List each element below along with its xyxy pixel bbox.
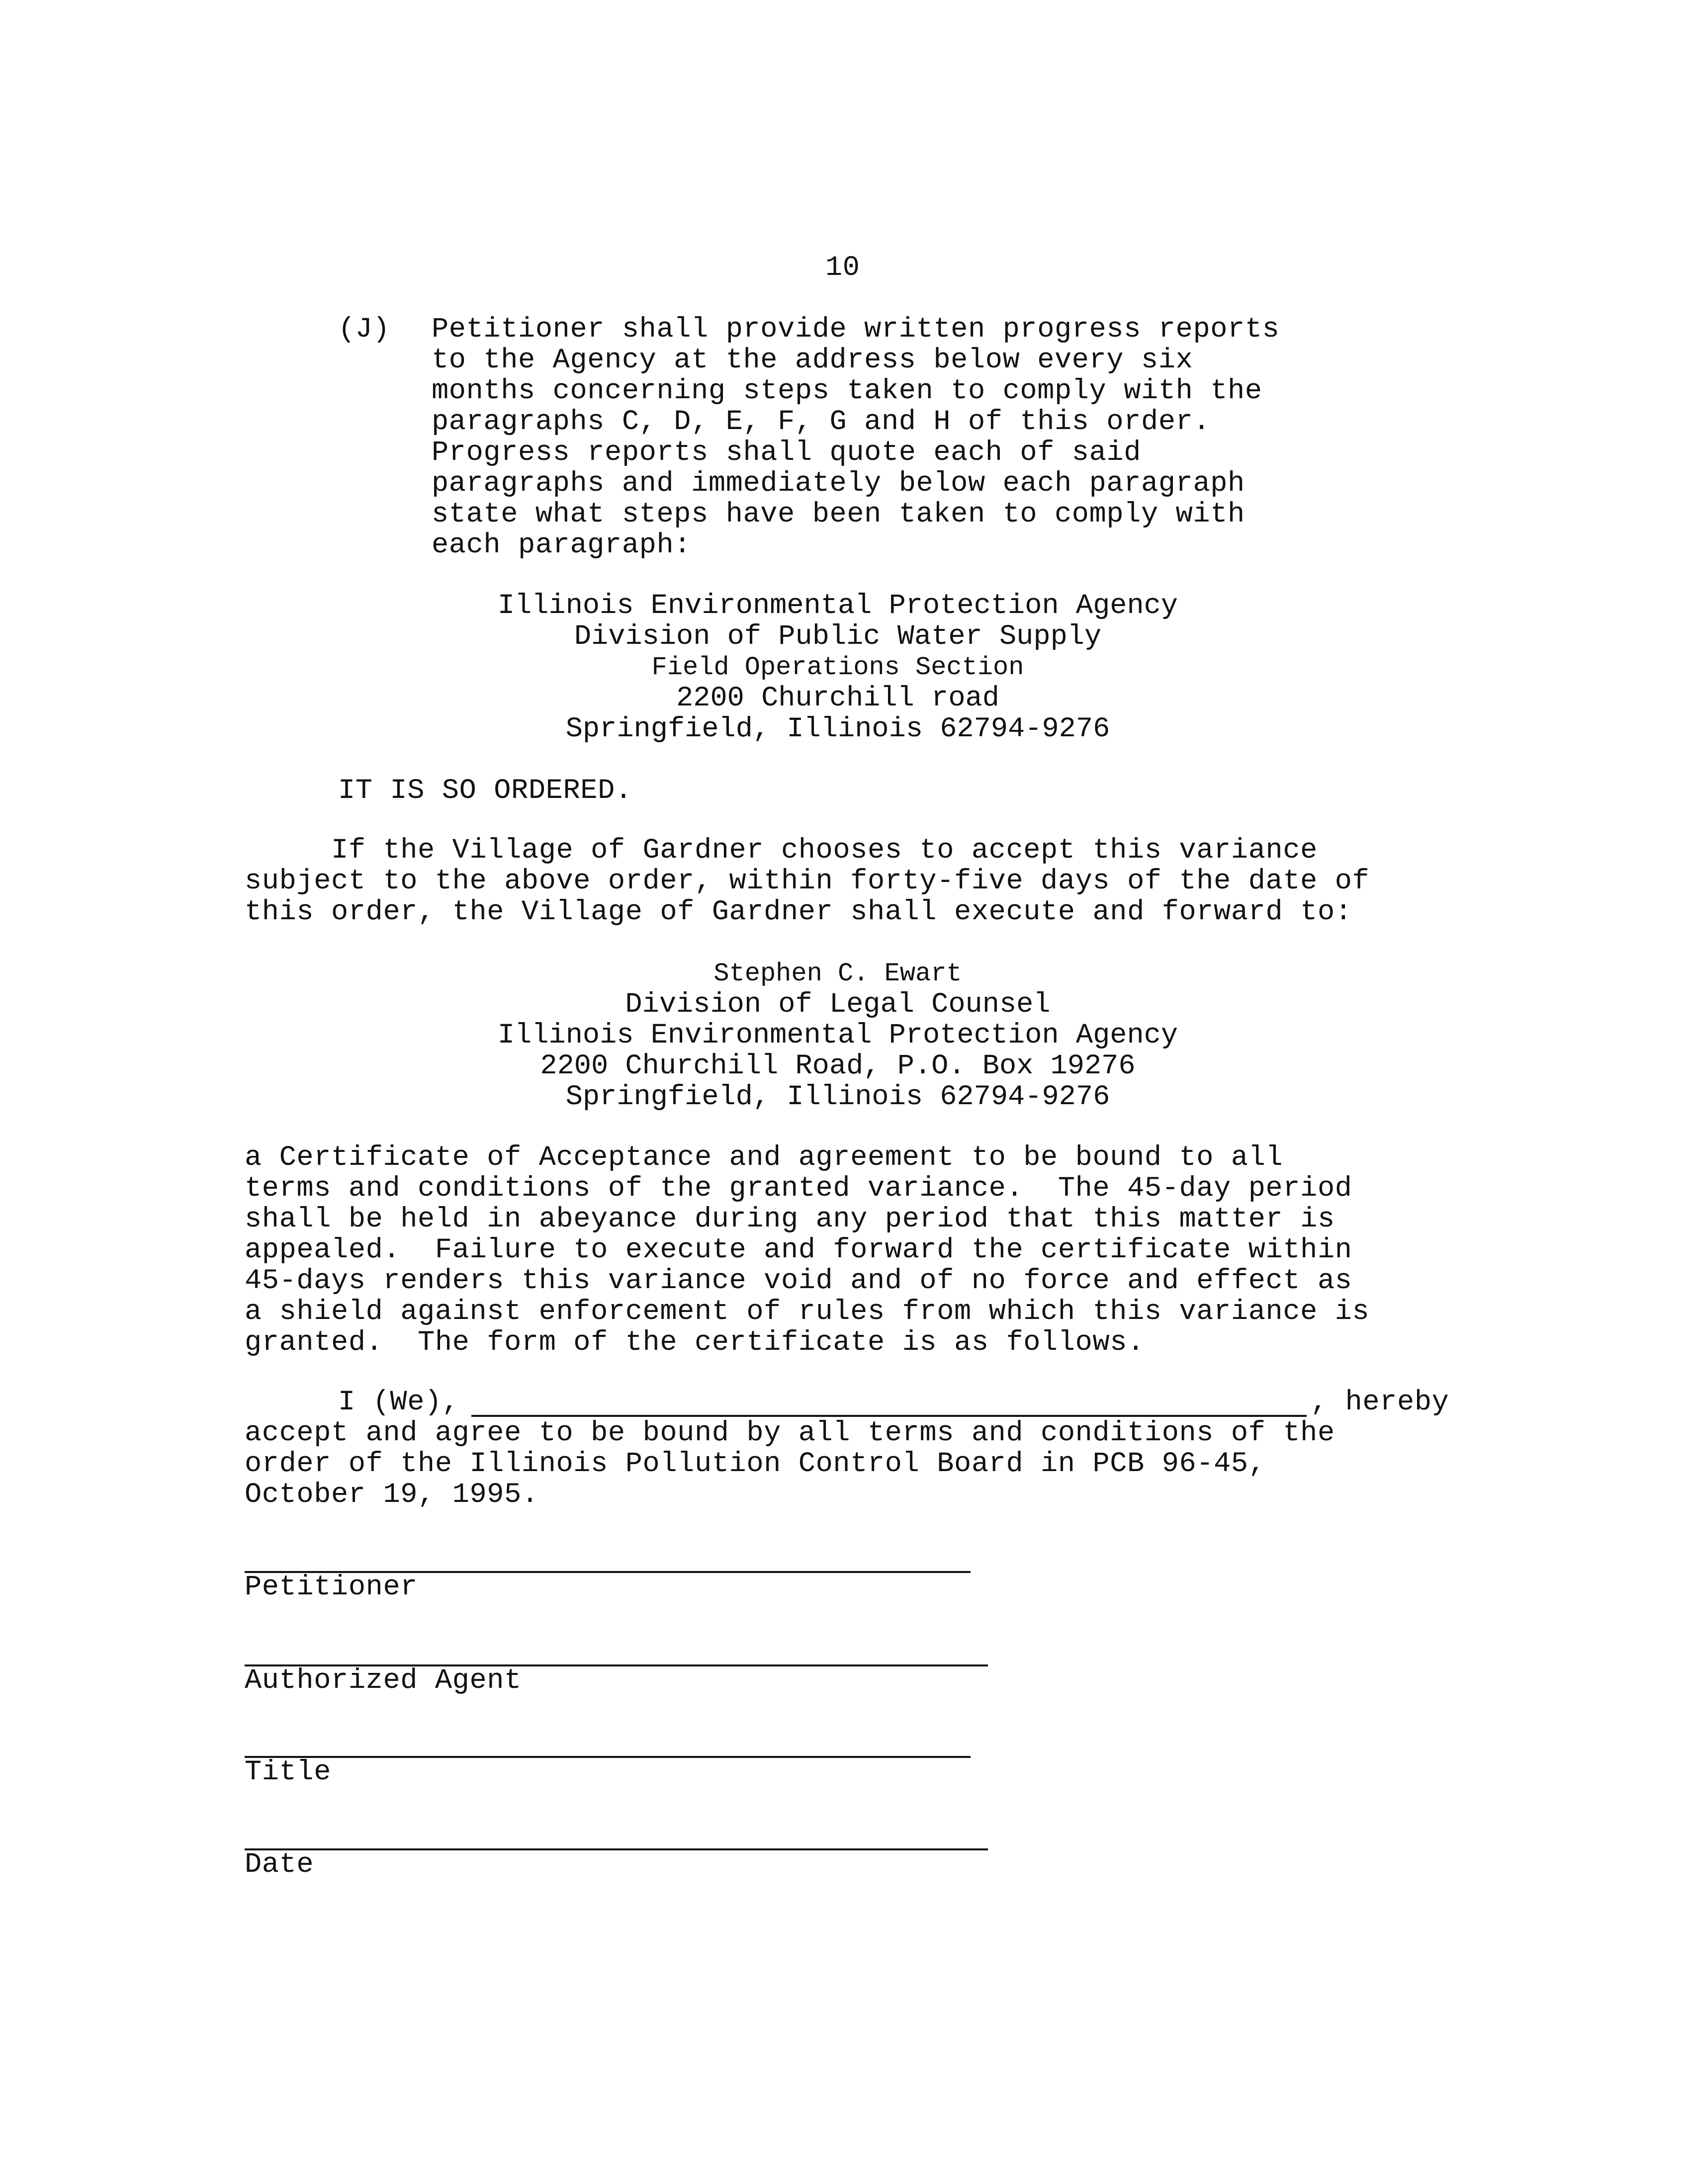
signature-label-authorized-agent: Authorized Agent [245, 1665, 522, 1697]
counsel-address-line: Springfield, Illinois 62794-9276 [565, 1081, 1110, 1113]
agency-address-line: Illinois Environmental Protection Agency [497, 590, 1178, 622]
certificate-form-line: order of the Illinois Pollution Control Board in PCB 96-45, [245, 1448, 1266, 1480]
signature-line-title[interactable] [245, 1756, 971, 1758]
paragraph-j-line: paragraphs and immediately below each paragraph [432, 468, 1245, 500]
counsel-address-line: Illinois Environmental Protection Agency [497, 1020, 1178, 1051]
certificate-text-line: a shield against enforcement of rules from which this variance is [245, 1296, 1370, 1328]
acceptance-intro-line: subject to the above order, within forty-five days of the date of [245, 866, 1370, 897]
acceptance-intro-line: this order, the Village of Gardner shall execute and forward to: [245, 896, 1352, 928]
signature-label-title: Title [245, 1756, 332, 1788]
ordered-statement: IT IS SO ORDERED. [338, 775, 632, 807]
paragraph-j-line: paragraphs C, D, E, F, G and H of this order. [432, 406, 1211, 438]
acceptance-intro-line: If the Village of Gardner chooses to accept this variance [245, 835, 1318, 867]
certificate-form-line: accept and agree to be bound by all terms and conditions of the [245, 1417, 1335, 1449]
agency-address-line: 2200 Churchill road [676, 683, 999, 714]
signature-label-date: Date [245, 1849, 314, 1881]
signature-label-petitioner: Petitioner [245, 1572, 418, 1603]
certificate-name-blank[interactable] [471, 1415, 1307, 1417]
certificate-form-prefix: I (We), [338, 1387, 459, 1418]
certificate-form-line: October 19, 1995. [245, 1479, 539, 1511]
agency-address-line: Field Operations Section [651, 653, 1024, 682]
certificate-text-line: terms and conditions of the granted variance. The 45-day period [245, 1173, 1352, 1205]
certificate-text-line: shall be held in abeyance during any period that this matter is [245, 1204, 1335, 1235]
paragraph-j-line: state what steps have been taken to comply with [432, 499, 1245, 530]
counsel-address-line: 2200 Churchill Road, P.O. Box 19276 [540, 1050, 1136, 1082]
certificate-text-line: granted. The form of the certificate is as follows. [245, 1327, 1145, 1359]
certificate-text-line: a Certificate of Acceptance and agreement to be bound to all [245, 1142, 1283, 1174]
paragraph-j-line: Petitioner shall provide written progress reports [432, 314, 1280, 346]
paragraph-j-line: months concerning steps taken to comply with the [432, 375, 1262, 407]
paragraph-j-line: to the Agency at the address below every six [432, 345, 1193, 376]
paragraph-j-label: (J) [338, 314, 390, 346]
counsel-address-line: Division of Legal Counsel [625, 989, 1051, 1021]
certificate-text-line: 45-days renders this variance void and of no force and effect as [245, 1265, 1352, 1297]
certificate-form-suffix: , hereby [1311, 1387, 1449, 1418]
signature-line-date[interactable] [245, 1848, 988, 1850]
paragraph-j-line: each paragraph: [432, 529, 692, 561]
agency-address-line: Springfield, Illinois 62794-9276 [565, 713, 1110, 745]
paragraph-j-line: Progress reports shall quote each of said [432, 437, 1142, 469]
agency-address-line: Division of Public Water Supply [574, 621, 1102, 653]
certificate-text-line: appealed. Failure to execute and forward the certificate within [245, 1234, 1352, 1266]
counsel-address-line: Stephen C. Ewart [713, 959, 962, 988]
page-number: 10 [825, 252, 860, 284]
